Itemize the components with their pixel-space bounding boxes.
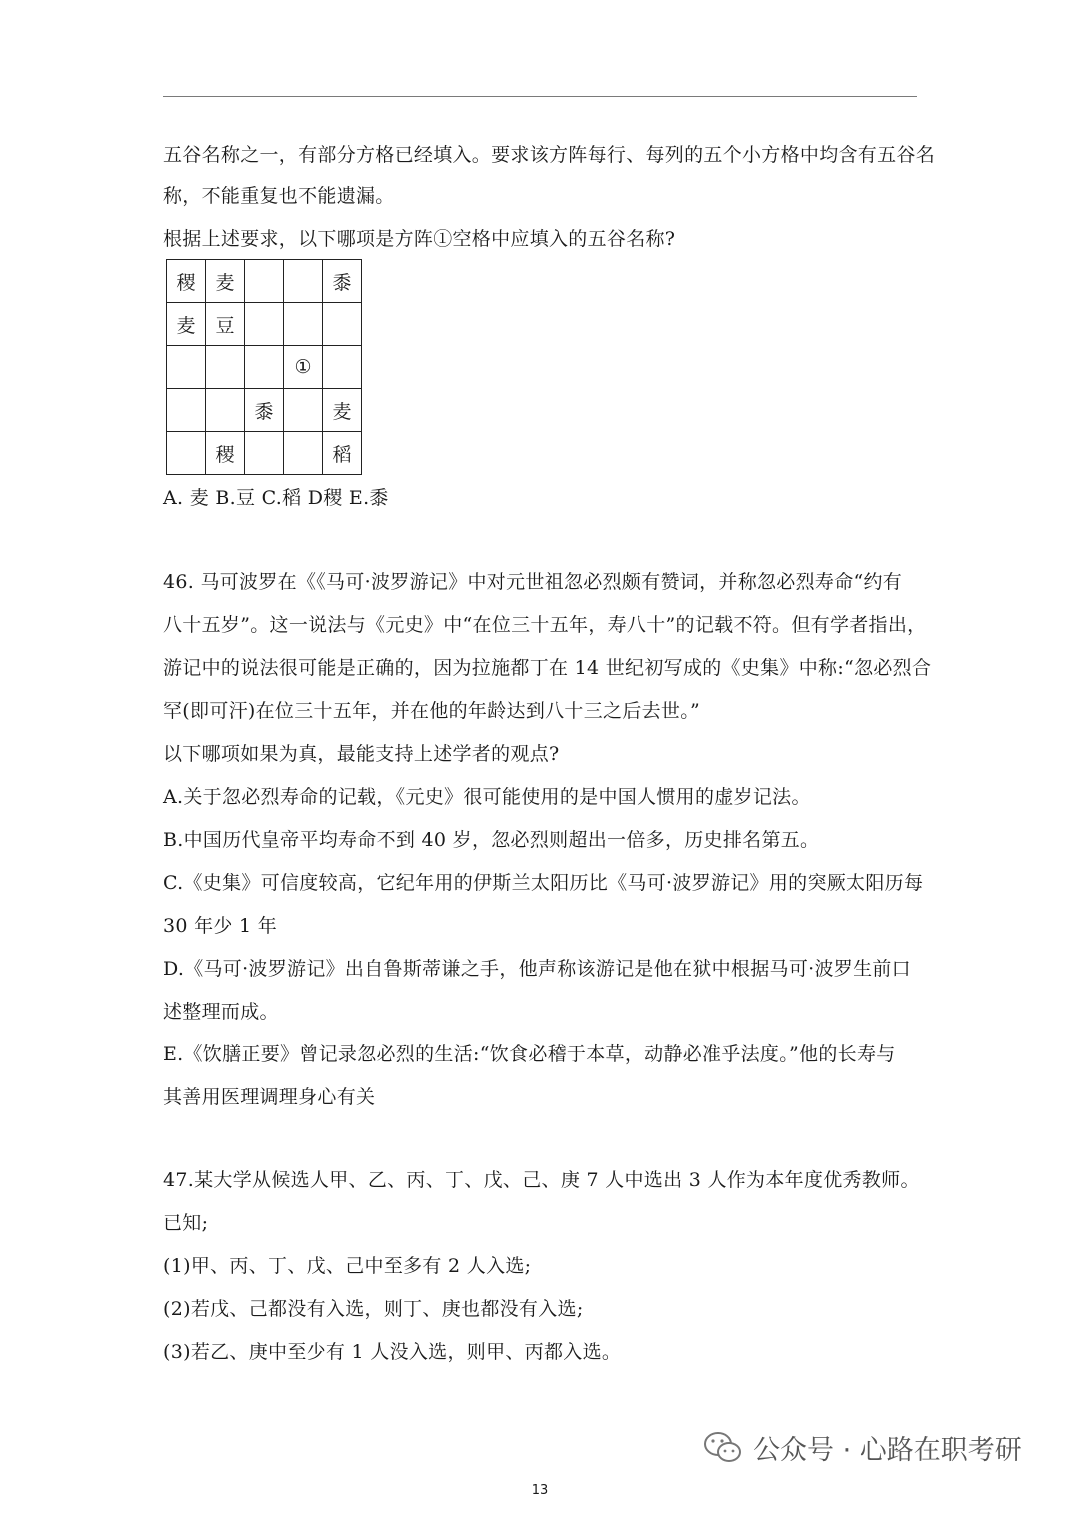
condition-1: (1)甲、丙、丁、戊、己中至多有 2 人入选; (163, 1255, 532, 1277)
grid-cell: 稷 (206, 432, 245, 475)
text-line: 已知; (163, 1212, 209, 1234)
text-line: 游记中的说法很可能是正确的，因为拉施都丁在 14 世纪初写成的《史集》中称:“忽必烈合 (163, 657, 932, 679)
text-line: 称，不能重复也不能遗漏。 (163, 185, 395, 207)
option-d: D.《马可·波罗游记》出自鲁斯蒂谦之手，他声称该游记是他在狱中根据马可·波罗生前口 (163, 958, 911, 980)
option-c: C.《史集》可信度较高，它纪年用的伊斯兰太阳历比《马可·波罗游记》用的突厥太阳历每 (163, 872, 924, 894)
answer-options: A. 麦 B.豆 C.稻 D稷 E.黍 (163, 487, 389, 509)
grid-row (167, 389, 362, 432)
grid-cell: 稷 (167, 260, 206, 303)
grid-row (167, 432, 362, 475)
grid-cell (206, 389, 245, 432)
grid-cell: 黍 (245, 389, 284, 432)
question-prompt: 以下哪项如果为真，最能支持上述学者的观点? (163, 743, 560, 765)
grid-cell (284, 260, 323, 303)
condition-3: (3)若乙、庚中至少有 1 人没入选，则甲、丙都入选。 (163, 1341, 622, 1363)
option-b: B.中国历代皇帝平均寿命不到 40 岁，忽必烈则超出一倍多，历史排名第五。 (163, 829, 820, 851)
question-47: 47.某大学从候选人甲、乙、丙、丁、戊、己、庚 7 人中选出 3 人作为本年度优秀教师。 (163, 1169, 920, 1191)
grid-row (167, 303, 362, 346)
wechat-icon (703, 1431, 743, 1465)
grid-cell: 麦 (167, 303, 206, 346)
condition-2: (2)若戊、己都没有入选，则丁、庚也都没有入选; (163, 1298, 584, 1320)
grid-cell (323, 303, 362, 346)
text-line: 八十五岁”。这一说法与《元史》中“在位三十五年，寿八十”的记载不符。但有学者指出， (163, 614, 927, 636)
grid-cell (284, 389, 323, 432)
header-rule (163, 96, 917, 97)
question-prompt: 根据上述要求，以下哪项是方阵①空格中应填入的五谷名称? (163, 228, 676, 250)
question-46: 46. 马可波罗在《《马可·波罗游记》中对元世祖忽必烈颇有赞词，并称忽必烈寿命“约有 (163, 571, 903, 593)
option-e-cont: 其善用医理调理身心有关 (163, 1086, 376, 1108)
grid-cell-marked: ① (284, 346, 323, 389)
grid-cell (245, 303, 284, 346)
grid-cell (284, 432, 323, 475)
grid-cell: 麦 (323, 389, 362, 432)
grid-cell (206, 346, 245, 389)
grid-cell (167, 346, 206, 389)
grid-cell: 麦 (206, 260, 245, 303)
grid-cell: 黍 (323, 260, 362, 303)
option-e: E.《饮膳正要》曾记录忽必烈的生活:“饮食必稽于本草，动静必准乎法度。”他的长寿与 (163, 1043, 896, 1065)
grid-cell: 豆 (206, 303, 245, 346)
grid-cell: 稻 (323, 432, 362, 475)
grid-row (167, 260, 362, 303)
text-line: 罕(即可汗)在位三十五年，并在他的年龄达到八十三之后去世。” (163, 700, 701, 722)
grid-cell (167, 432, 206, 475)
grid-cell (245, 346, 284, 389)
watermark (703, 1428, 1022, 1467)
grid-cell (245, 432, 284, 475)
grid-cell (284, 303, 323, 346)
grain-grid (166, 259, 362, 475)
grid-row (167, 346, 362, 389)
text-line: 五谷名称之一，有部分方格已经填入。要求该方阵每行、每列的五个小方格中均含有五谷名 (163, 144, 936, 166)
option-c-cont: 30 年少 1 年 (163, 915, 278, 937)
watermark-text: 公众号 · 心路在职考研 (753, 1435, 1022, 1466)
page-number: 13 (531, 1483, 549, 1498)
grid-cell (245, 260, 284, 303)
option-d-cont: 述整理而成。 (163, 1001, 279, 1023)
grid-cell (167, 389, 206, 432)
grid-cell (323, 346, 362, 389)
option-a: A.关于忽必烈寿命的记载，《元史》很可能使用的是中国人惯用的虚岁记法。 (163, 786, 811, 808)
